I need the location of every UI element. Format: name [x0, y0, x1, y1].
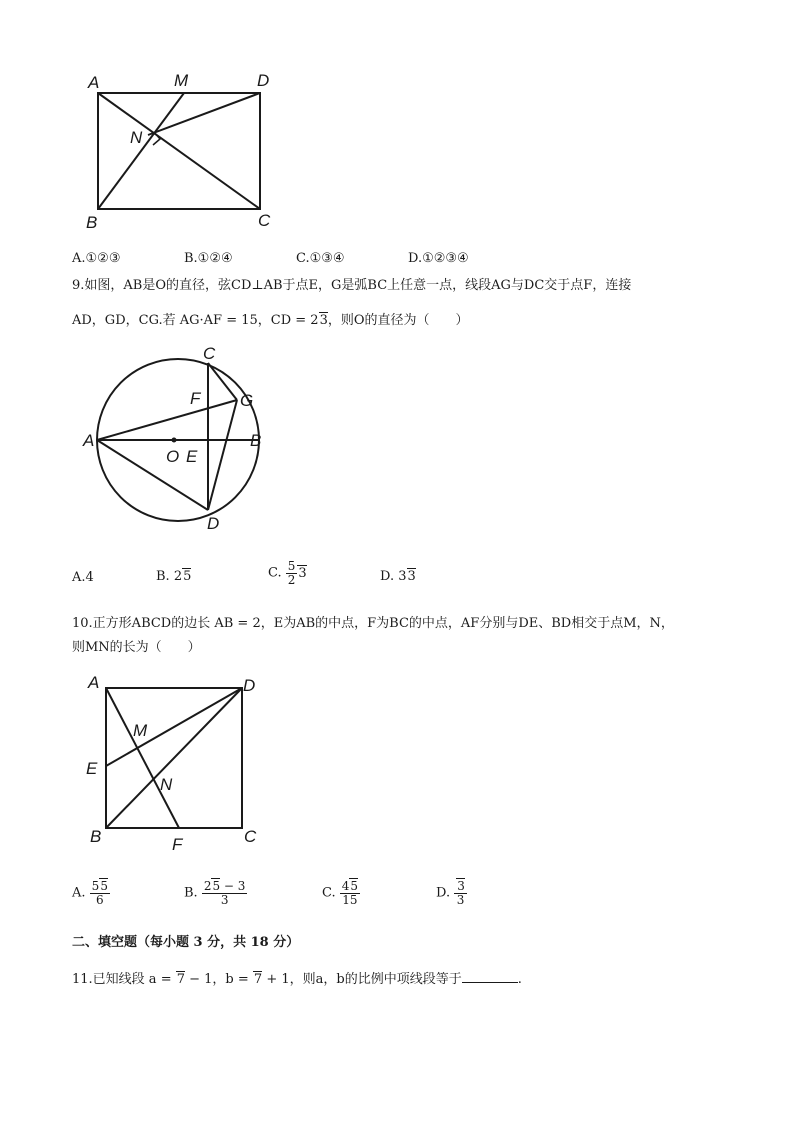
q9-figure — [80, 345, 280, 535]
q8-option-d: D.①②③④ — [408, 251, 469, 266]
q9-line-ag — [97, 400, 237, 440]
q10-option-d-fraction: $\frac{3}{3}$ — [454, 880, 467, 906]
q9-label-d: D — [207, 514, 220, 533]
q9-label-o: O — [166, 447, 180, 466]
q9-center-dot — [172, 438, 177, 443]
q11-stem: 11.已知线段 a = 7 − 1，b = 7 + 1，则a，b的比例中项线段等于 . — [72, 972, 522, 987]
q10-label-b: B — [90, 827, 102, 846]
q10-label-m: M — [133, 721, 148, 740]
q8-label-a: A — [88, 73, 100, 92]
q10-option-c: C. $\frac{45}{15}$ — [322, 879, 359, 907]
q9-stem-line2: AD，GD，CG.若 AG·AF = 15，CD = 23，则O的直径为（ ） — [72, 313, 469, 328]
q9-label-e: E — [186, 447, 198, 466]
q8-line-bm — [98, 93, 184, 209]
q10-label-e: E — [86, 759, 98, 778]
q8-label-d: D — [257, 71, 270, 90]
q8-figure — [80, 68, 280, 234]
q10-stem-line2: 则MN的长为（ ） — [72, 640, 201, 655]
q9-stem-line1: 9.如图，AB是O的直径，弦CD⊥AB于点E，G是弧BC上任意一点，线段AG与DC交于点F，连接 — [72, 278, 632, 293]
section2-title: 二、填空题（每小题 3 分，共 18 分） — [72, 935, 300, 950]
q8-option-c: C.①③④ — [296, 251, 345, 266]
q9-label-b: B — [250, 431, 262, 450]
q10-option-a: A. $\frac{55}{6}$ — [72, 879, 108, 907]
q10-label-c: C — [244, 827, 257, 846]
q10-diagonal-bd — [106, 688, 242, 828]
q9-option-c-fraction: $\frac{5}{2}$ — [287, 559, 296, 587]
q10-option-a-fraction: $\frac{55}{6}$ — [91, 879, 108, 907]
q10-option-c-fraction: $\frac{45}{15}$ — [341, 879, 359, 907]
q9-label-f: F — [190, 389, 201, 408]
q10-option-d: D. $\frac{3}{3}$ — [436, 879, 465, 907]
q10-figure — [80, 668, 270, 858]
q10-label-d: D — [243, 676, 256, 695]
q8-label-c: C — [258, 211, 271, 230]
q9-line-gd — [208, 400, 237, 510]
q10-label-n: N — [160, 775, 173, 794]
q8-label-m: M — [174, 71, 189, 90]
q9-option-d: D. 33 — [380, 569, 416, 584]
q8-label-b: B — [86, 213, 98, 232]
q10-label-a: A — [88, 673, 100, 692]
q8-line-nd — [148, 93, 260, 135]
q8-diagonal-ac — [98, 93, 260, 209]
q11-answer-blank[interactable] — [462, 970, 518, 983]
q9-sqrt: 3 — [319, 313, 328, 328]
q10-option-b-fraction: $\frac{25 - 3}{3}$ — [203, 879, 246, 907]
q9-option-c: C. $\frac{5}{2}$ 3 — [268, 559, 307, 587]
q9-option-b: B. 25 — [156, 569, 192, 584]
q8-label-n: N — [130, 128, 143, 147]
q10-stem-line1: 10.正方形ABCD的边长 AB = 2，E为AB的中点，F为BC的中点，AF分别与DE、BD相交于点M，N， — [72, 616, 674, 631]
q9-label-a: A — [83, 431, 95, 450]
q10-line-af — [106, 688, 179, 828]
q10-option-b: B. $\frac{25 - 3}{3}$ — [184, 879, 246, 907]
q8-option-a: A.①②③ — [72, 251, 121, 266]
q9-label-c: C — [203, 345, 216, 363]
q8-option-b: B.①②④ — [184, 251, 233, 266]
q9-label-g: G — [240, 391, 254, 410]
q9-option-a: A.4 — [72, 570, 94, 585]
q10-label-f: F — [172, 835, 183, 854]
